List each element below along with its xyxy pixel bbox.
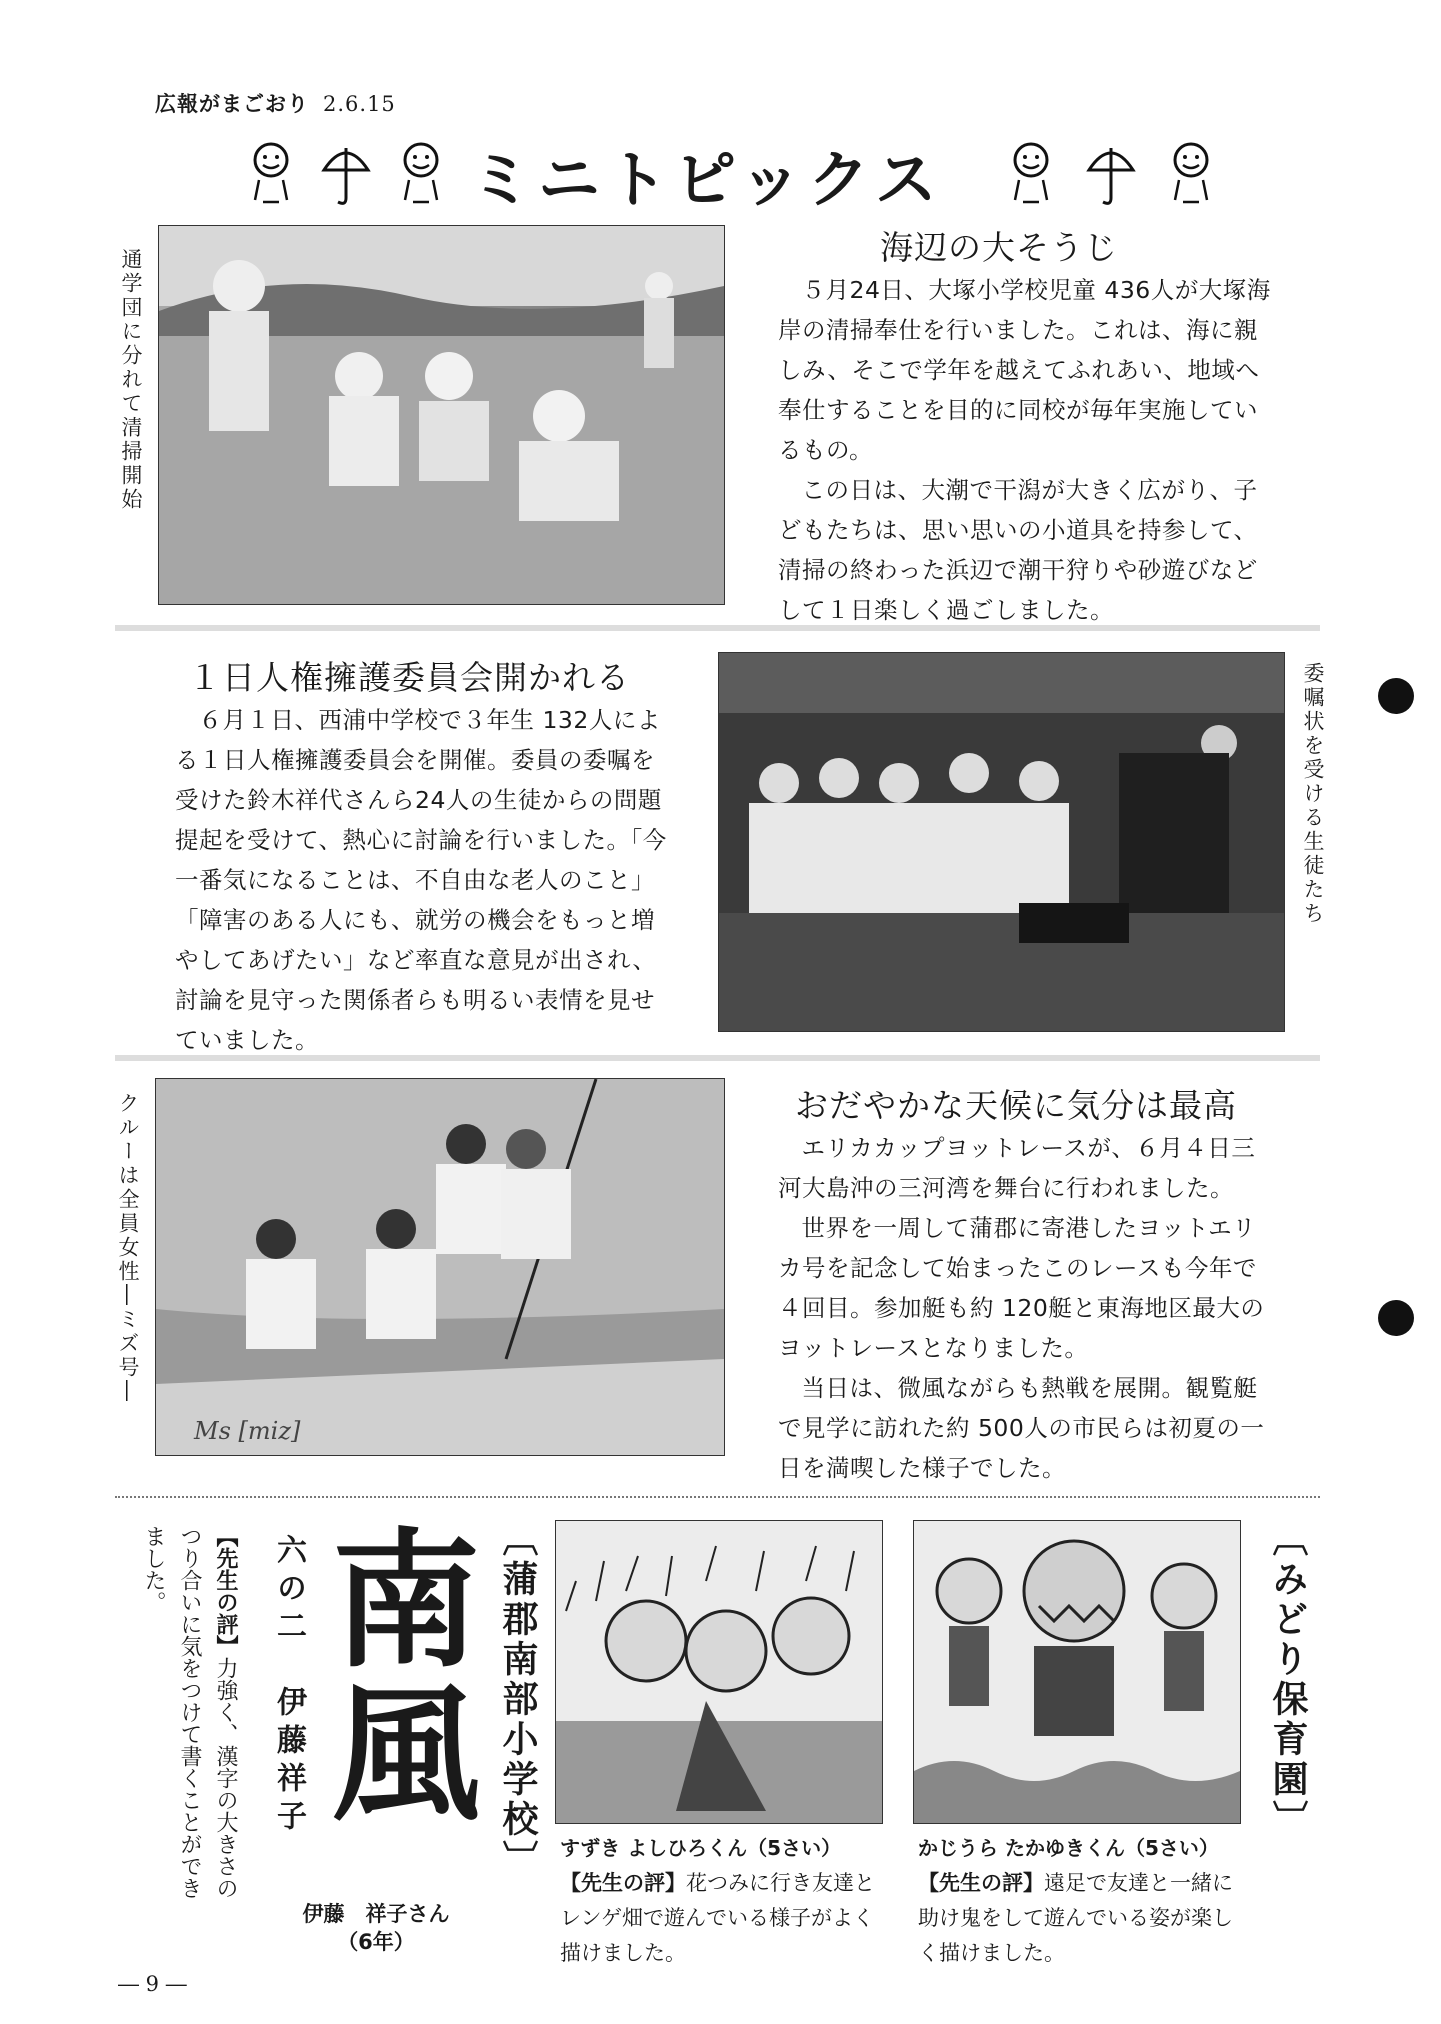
comment-text: 花つみに行き友達とレンゲ畑で遊んでいる様子がよく描けました。 <box>560 1871 875 1965</box>
beach-cleanup-photo <box>158 225 725 605</box>
calligraphy-artwork <box>258 1522 482 1882</box>
article-paragraph: 当日は、微風ながらも熱戦を展開。観覧艇で見学に訪れた約 500人の市民らは初夏の一日を満喫した様子でした。 <box>778 1374 1265 1482</box>
section-divider <box>115 625 1320 631</box>
section-divider <box>115 1496 1320 1498</box>
umbrella-icon <box>1085 140 1137 210</box>
photo-caption: クルーは全員女性―ミズ号― <box>116 1092 140 1404</box>
article-title: １日人権擁護委員会開かれる <box>188 658 630 697</box>
publication-name: 広報がまごおり <box>155 92 309 116</box>
page-number: ― 9 ― <box>118 1972 187 1996</box>
child-drawing <box>555 1520 883 1824</box>
binder-hole <box>1378 678 1414 714</box>
comment-label: 【先生の評】 <box>213 1525 238 1657</box>
smiley-face-icon <box>245 140 297 210</box>
smiley-face-icon <box>1165 140 1217 210</box>
committee-photo <box>718 652 1285 1032</box>
boat-name: Ms [miz] <box>194 1417 301 1445</box>
article-body <box>175 700 675 1060</box>
school-heading: 〔みどり保育園〕 <box>1267 1520 1308 1840</box>
artist-name: かじうら たかゆきくん（5さい） <box>918 1836 1219 1860</box>
calligraphy-signature: 六の二 伊藤祥子 <box>271 1534 306 1838</box>
calligraphy-characters: 南風 <box>308 1522 482 1830</box>
comment-label: 【先生の評】 <box>918 1871 1044 1895</box>
article-body <box>778 270 1278 630</box>
binder-hole <box>1378 1300 1414 1336</box>
comment-label: 【先生の評】 <box>560 1871 686 1895</box>
banner-title: ミニトピックス <box>470 143 943 216</box>
child-drawing <box>913 1520 1241 1824</box>
comment-text: 遠足で友達と一緒に助け鬼をして遊んでいる姿が楽しく描けました。 <box>918 1871 1233 1965</box>
article-title: 海辺の大そうじ <box>880 228 1118 267</box>
calligraphy-artist <box>276 1900 476 1956</box>
article-paragraph: ５月24日、大塚小学校児童 436人が大塚海岸の清掃奉仕を行いました。これは、海に親しみ、そこで学年を越えてふれあい、地域へ奉仕することを目的に同校が毎年実施しているもの。 <box>778 276 1271 464</box>
issue-date: 2.6.15 <box>323 92 396 116</box>
smiley-face-icon <box>395 140 447 210</box>
comment-text: 力強く、漢字の大きさのつり合いに気をつけて書くことができました。 <box>141 1525 238 1899</box>
smiley-face-icon <box>1005 140 1057 210</box>
photo-caption: 委嘱状を受ける生徒たち <box>1301 662 1325 926</box>
publication-header <box>155 88 396 118</box>
teacher-comment <box>560 1866 886 1971</box>
umbrella-icon <box>320 140 372 210</box>
article-paragraph: エリカカップヨットレースが、６月４日三河大島沖の三河湾を舞台に行われました。 <box>778 1134 1256 1202</box>
artist-name: 伊藤 祥子さん <box>302 1902 450 1926</box>
article-paragraph: 世界を一周して蒲郡に寄港したヨットエリカ号を記念して始まったこのレースも今年で４回目。参加艇も約 120艇と東海地区最大のヨットレースとなりました。 <box>778 1214 1265 1362</box>
article-paragraph: ６月１日、西浦中学校で３年生 132人による１日人権擁護委員会を開催。委員の委嘱を受けた鈴木祥代さんら24人の生徒からの問題提起を受けて、熱心に討論を行いました。「今一番気になることは、不自由な老人のこと」「障害のある人にも、就労の機会をもっと増やしてあげたい」など率直な意見が出され、討論を見守った関係者らも明るい表情を見せていました。 <box>175 706 667 1054</box>
calligraphy-comment <box>128 1525 243 1905</box>
photo-caption: 通学団に分れて清掃開始 <box>119 248 143 512</box>
yacht-crew-photo <box>155 1078 725 1456</box>
artist-grade: （6年） <box>337 1930 415 1954</box>
article-body <box>778 1128 1278 1488</box>
teacher-comment <box>918 1866 1244 1971</box>
artist-name: すずき よしひろくん（5さい） <box>560 1836 842 1860</box>
article-title: おだやかな天候に気分は最高 <box>795 1086 1237 1125</box>
section-divider <box>115 1055 1320 1061</box>
school-heading: 〔蒲郡南部小学校〕 <box>497 1520 538 1880</box>
article-paragraph: この日は、大潮で干潟が大きく広がり、子どもたちは、思い思いの小道具を持参して、清掃の終わった浜辺で潮干狩りや砂遊びなどして１日楽しく過ごしました。 <box>778 476 1258 624</box>
